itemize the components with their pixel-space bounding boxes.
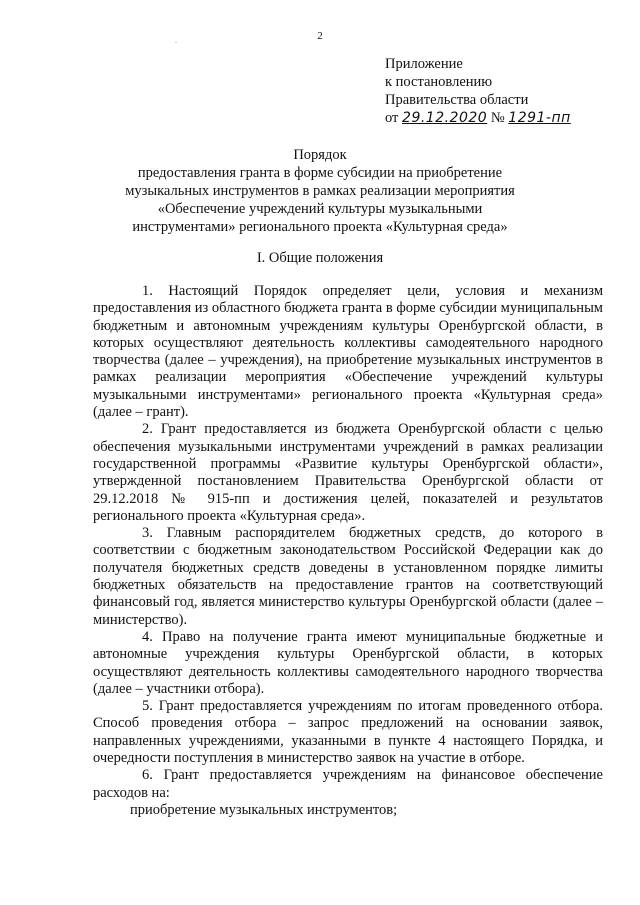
paragraph-5: 5. Грант предоставляется учреждениям по итогам проведенного отбора. Способ проведения отбора – запрос предложений на основании заявок, направленных учреждениями, указанными в пункте 4 настоящего Порядка, и очередности поступления в министерство заявок на участие в отборе. [93,698,603,767]
appendix-block [385,55,571,127]
title-line-2: предоставления гранта в форме субсидии на приобретение [137,165,503,181]
paragraph-1: 1. Настоящий Порядок определяет цели, условия и механизм предоставления из областного бюджета гранта в форме субсидии муниципальным бюджетным и автономным учреждениям культуры Оренбургской области, в которых осуществляют деятельность коллективы самодеятельного народного творчества (далее – учреждения), на приобретение музыкальных инструментов в рамках реализации мероприятия «Обеспечение учреждений культуры музыкальными инструментами» регионального проекта «Культурная среда» (далее – грант). [93,283,603,421]
document-title [0,146,640,236]
handwritten-number: 1291-пп [508,110,571,126]
paragraph-6: 6. Грант предоставляется учреждениям на финансовое обеспечение расходов на: [93,767,603,801]
appendix-line-1: Приложение [385,56,463,72]
date-prefix: от [385,110,399,126]
title-line-3: музыкальных инструментов в рамках реализации мероприятия [125,183,515,199]
page-number: 2 [317,30,323,42]
handwritten-date: 29.12.2020 [402,110,488,126]
paragraph-2: 2. Грант предоставляется из бюджета Оренбургской области с целью обеспечения музыкальными инструментами учреждений в рамках реализации государственной программы «Развитие культуры Оренбургской области», утвержденной постановлением Правительства Оренбургской области от 29.12.2018 № 915-пп и достижения целей, показателей и результатов регионального проекта «Культурная среда». [93,421,603,524]
paragraph-4: 4. Право на получение гранта имеют муниципальные бюджетные и автономные учреждения культуры Оренбургской области, в которых осуществляют деятельность коллективы самодеятельного народного творчества (далее – участники отбора). [93,628,603,697]
section-heading: I. Общие положения [256,250,384,266]
title-line-1: Порядок [293,147,347,163]
title-line-4: «Обеспечение учреждений культуры музыкальными [157,201,483,217]
appendix-date-line [385,109,571,127]
list-item-1: приобретение музыкальных инструментов; [130,801,398,818]
number-prefix: № [490,110,505,126]
body-text [93,283,603,819]
scan-speck: . [175,36,177,45]
paragraph-3: 3. Главным распорядителем бюджетных средств, до которого в соответствии с бюджетным законодательством Российской Федерации как до получателя бюджетных средств доведены в установленном порядке лимиты бюджетных обязательств на предоставление грантов на соответствующий финансовый год, является министерство культуры Оренбургской области (далее – министерство). [93,525,603,628]
appendix-line-3: Правительства области [385,92,529,108]
title-line-5: инструментами» регионального проекта «Культурная среда» [132,219,508,235]
appendix-line-2: к постановлению [385,74,493,90]
